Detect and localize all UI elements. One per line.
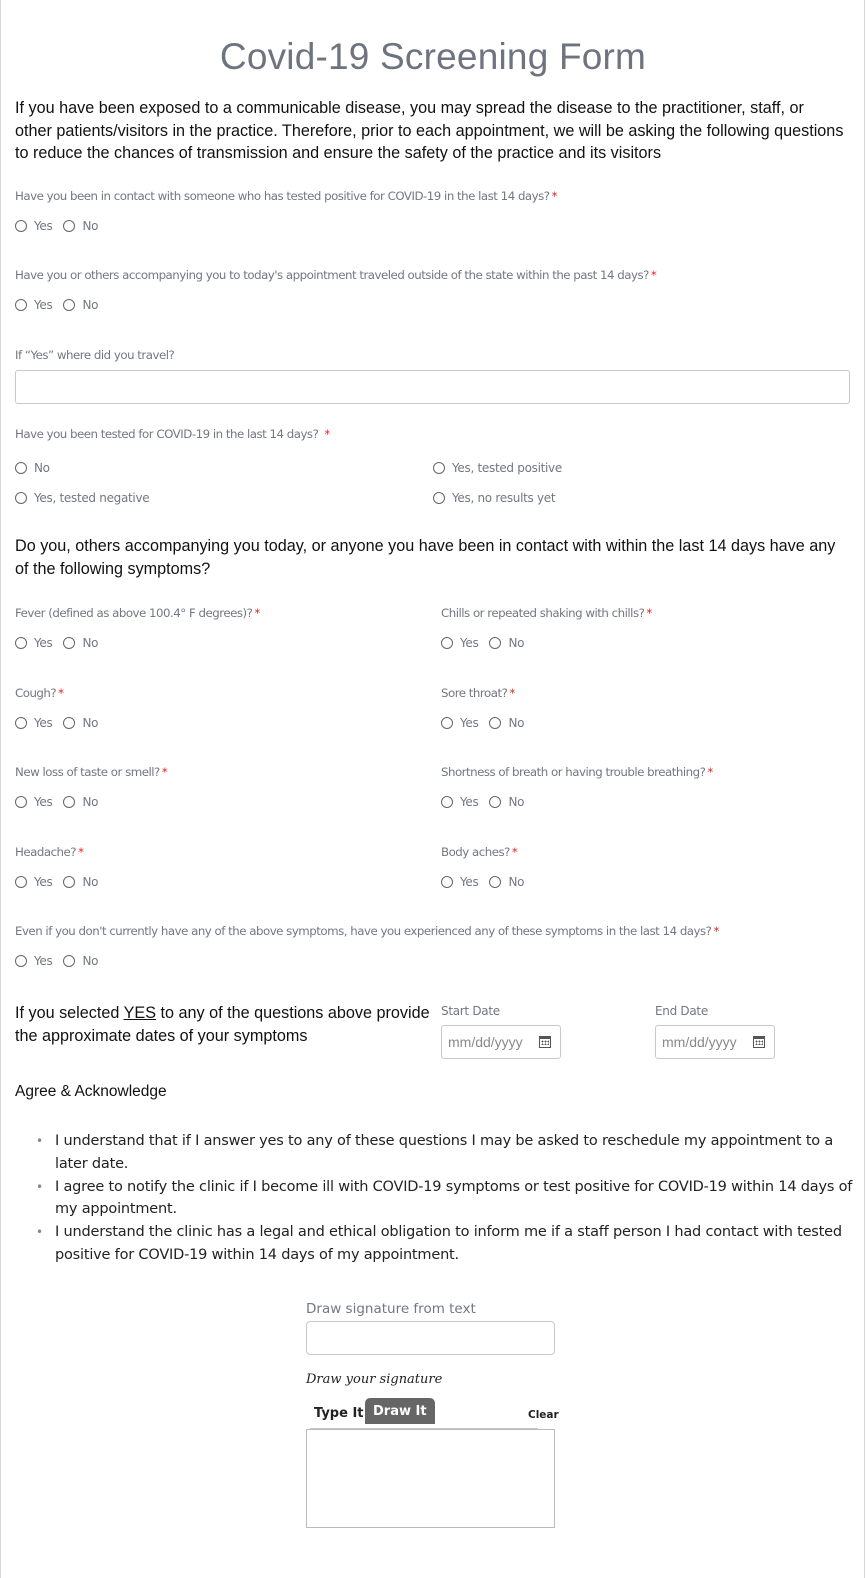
radio-sore-throat-yes[interactable]: Yes	[441, 716, 478, 730]
radio-taste-smell-yes[interactable]: Yes	[15, 795, 52, 809]
question-fever: Fever (defined as above 100.4° F degrees)? *	[15, 606, 261, 620]
signature-text-input[interactable]	[306, 1321, 555, 1355]
required-marker: *	[78, 845, 84, 859]
required-marker: *	[713, 924, 720, 938]
question-headache: Headache? *	[15, 845, 84, 859]
required-marker: *	[707, 765, 714, 779]
radio-group-headache	[15, 875, 109, 889]
radio-icon[interactable]	[15, 717, 27, 729]
radio-contact-yes[interactable]: Yes	[15, 219, 52, 233]
form-title: Covid-19 Screening Form	[219, 36, 647, 77]
question-taste-smell: New loss of taste or smell? *	[15, 765, 168, 779]
question-body-aches: Body aches? *	[441, 845, 518, 859]
radio-headache-no[interactable]: No	[63, 875, 98, 889]
required-marker: *	[646, 606, 653, 620]
question-contact: Have you been in contact with someone who has tested positive for COVID-19 in the last 14 days? *	[15, 189, 558, 203]
signature-from-text-label: Draw signature from text	[306, 1301, 476, 1317]
radio-sore-throat-no[interactable]: No	[489, 716, 524, 730]
list-item: • I agree to notify the clinic if I become ill with COVID-19 symptoms or test positive for COVID-19 within 14 days of my appointment.	[33, 1176, 853, 1222]
radio-group-contact	[15, 219, 109, 233]
radio-tested-positive[interactable]: Yes, tested positive	[433, 461, 562, 475]
travel-where-input[interactable]	[15, 370, 850, 404]
radio-breathing-no[interactable]: No	[489, 795, 524, 809]
signature-canvas[interactable]	[306, 1429, 555, 1528]
radio-icon[interactable]	[441, 796, 453, 808]
radio-icon[interactable]	[63, 299, 75, 311]
radio-group-breathing	[441, 795, 535, 809]
radio-taste-smell-no[interactable]: No	[63, 795, 98, 809]
radio-travel-no[interactable]: No	[63, 298, 98, 312]
radio-group-travel	[15, 298, 109, 312]
radio-chills-no[interactable]: No	[489, 636, 524, 650]
calendar-icon[interactable]	[539, 1036, 551, 1048]
radio-icon[interactable]	[63, 876, 75, 888]
radio-icon[interactable]	[489, 876, 501, 888]
required-marker: *	[324, 427, 331, 441]
symptoms-heading: Do you, others accompanying you today, or anyone you have been in contact with within the last 14 days have any of the following symptoms?	[15, 537, 836, 578]
radio-icon[interactable]	[15, 796, 27, 808]
required-marker: *	[58, 686, 65, 700]
required-marker: *	[551, 189, 558, 203]
radio-chills-yes[interactable]: Yes	[441, 636, 478, 650]
tab-type-it[interactable]: Type It	[314, 1406, 364, 1421]
question-travel: Have you or others accompanying you to today's appointment traveled outside of the state within the past 14 days? *	[15, 268, 657, 282]
list-item: • I understand that if I answer yes to any of these questions I may be asked to reschedule my appointment to a later date.	[33, 1130, 853, 1176]
radio-icon[interactable]	[15, 462, 27, 474]
radio-icon[interactable]	[15, 492, 27, 504]
radio-icon[interactable]	[63, 955, 75, 967]
radio-tested-no[interactable]: No	[15, 461, 50, 475]
radio-group-cough	[15, 716, 109, 730]
required-marker: *	[509, 686, 516, 700]
radio-travel-yes[interactable]: Yes	[15, 298, 52, 312]
radio-icon[interactable]	[63, 796, 75, 808]
radio-icon[interactable]	[63, 220, 75, 232]
dates-prompt: If you selected YES to any of the questions above provide the approximate dates of your symptoms	[15, 1004, 430, 1045]
required-marker: *	[650, 268, 657, 282]
radio-past-symptoms-no[interactable]: No	[63, 954, 98, 968]
radio-icon[interactable]	[489, 796, 501, 808]
radio-contact-no[interactable]: No	[63, 219, 98, 233]
calendar-icon[interactable]	[753, 1036, 765, 1048]
agree-title: Agree & Acknowledge	[15, 1083, 167, 1100]
radio-group-body-aches	[441, 875, 535, 889]
radio-icon[interactable]	[15, 876, 27, 888]
radio-headache-yes[interactable]: Yes	[15, 875, 52, 889]
radio-tested-no-results[interactable]: Yes, no results yet	[433, 491, 555, 505]
radio-icon[interactable]	[15, 220, 27, 232]
radio-group-taste-smell	[15, 795, 109, 809]
radio-group-sore-throat	[441, 716, 535, 730]
radio-body-aches-yes[interactable]: Yes	[441, 875, 478, 889]
radio-group-past-symptoms	[15, 954, 109, 968]
start-date-input[interactable]: mm/dd/yyyy	[441, 1025, 561, 1059]
radio-icon[interactable]	[63, 717, 75, 729]
draw-signature-label: Draw your signature	[306, 1372, 443, 1387]
radio-tested-negative[interactable]: Yes, tested negative	[15, 491, 149, 505]
radio-group-chills	[441, 636, 535, 650]
question-past-symptoms: Even if you don't currently have any of the above symptoms, have you experienced any of these symptoms in the last 14 days? *	[15, 924, 720, 938]
required-marker: *	[161, 765, 168, 779]
radio-body-aches-no[interactable]: No	[489, 875, 524, 889]
question-cough: Cough? *	[15, 686, 65, 700]
radio-cough-yes[interactable]: Yes	[15, 716, 52, 730]
radio-icon[interactable]	[441, 876, 453, 888]
start-date-label: Start Date	[441, 1004, 500, 1018]
required-marker: *	[511, 845, 518, 859]
tab-draw-it[interactable]: Draw It	[365, 1398, 435, 1424]
agree-list	[33, 1130, 853, 1267]
form-intro: If you have been exposed to a communicable disease, you may spread the disease to the practitioner, staff, or other patients/visitors in the practice. Therefore, prior to each appointment, we will be asking the following questions to reduce the chances of transmission and ensure the safety of the practice and its visitors	[15, 99, 844, 163]
clear-button[interactable]: Clear	[528, 1409, 559, 1421]
radio-icon[interactable]	[15, 299, 27, 311]
radio-icon[interactable]	[433, 462, 445, 474]
radio-fever-yes[interactable]: Yes	[15, 636, 52, 650]
radio-icon[interactable]	[489, 637, 501, 649]
radio-icon[interactable]	[489, 717, 501, 729]
radio-fever-no[interactable]: No	[63, 636, 98, 650]
question-travel-where: If “Yes” where did you travel?	[15, 348, 175, 362]
end-date-input[interactable]: mm/dd/yyyy	[655, 1025, 775, 1059]
radio-group-fever	[15, 636, 109, 650]
radio-icon[interactable]	[15, 955, 27, 967]
radio-icon[interactable]	[15, 637, 27, 649]
question-chills: Chills or repeated shaking with chills? *	[441, 606, 653, 620]
question-tested: Have you been tested for COVID-19 in the last 14 days? *	[15, 427, 331, 441]
radio-icon[interactable]	[441, 637, 453, 649]
question-breathing: Shortness of breath or having trouble breathing? *	[441, 765, 714, 779]
radio-icon[interactable]	[441, 717, 453, 729]
radio-icon[interactable]	[63, 637, 75, 649]
radio-past-symptoms-yes[interactable]: Yes	[15, 954, 52, 968]
radio-icon[interactable]	[433, 492, 445, 504]
list-item: • I understand the clinic has a legal and ethical obligation to inform me if a staff person I had contact with tested positive for COVID-19 within 14 days of my appointment.	[33, 1221, 853, 1267]
end-date-label: End Date	[655, 1004, 708, 1018]
radio-cough-no[interactable]: No	[63, 716, 98, 730]
radio-breathing-yes[interactable]: Yes	[441, 795, 478, 809]
question-sore-throat: Sore throat? *	[441, 686, 516, 700]
required-marker: *	[254, 606, 261, 620]
